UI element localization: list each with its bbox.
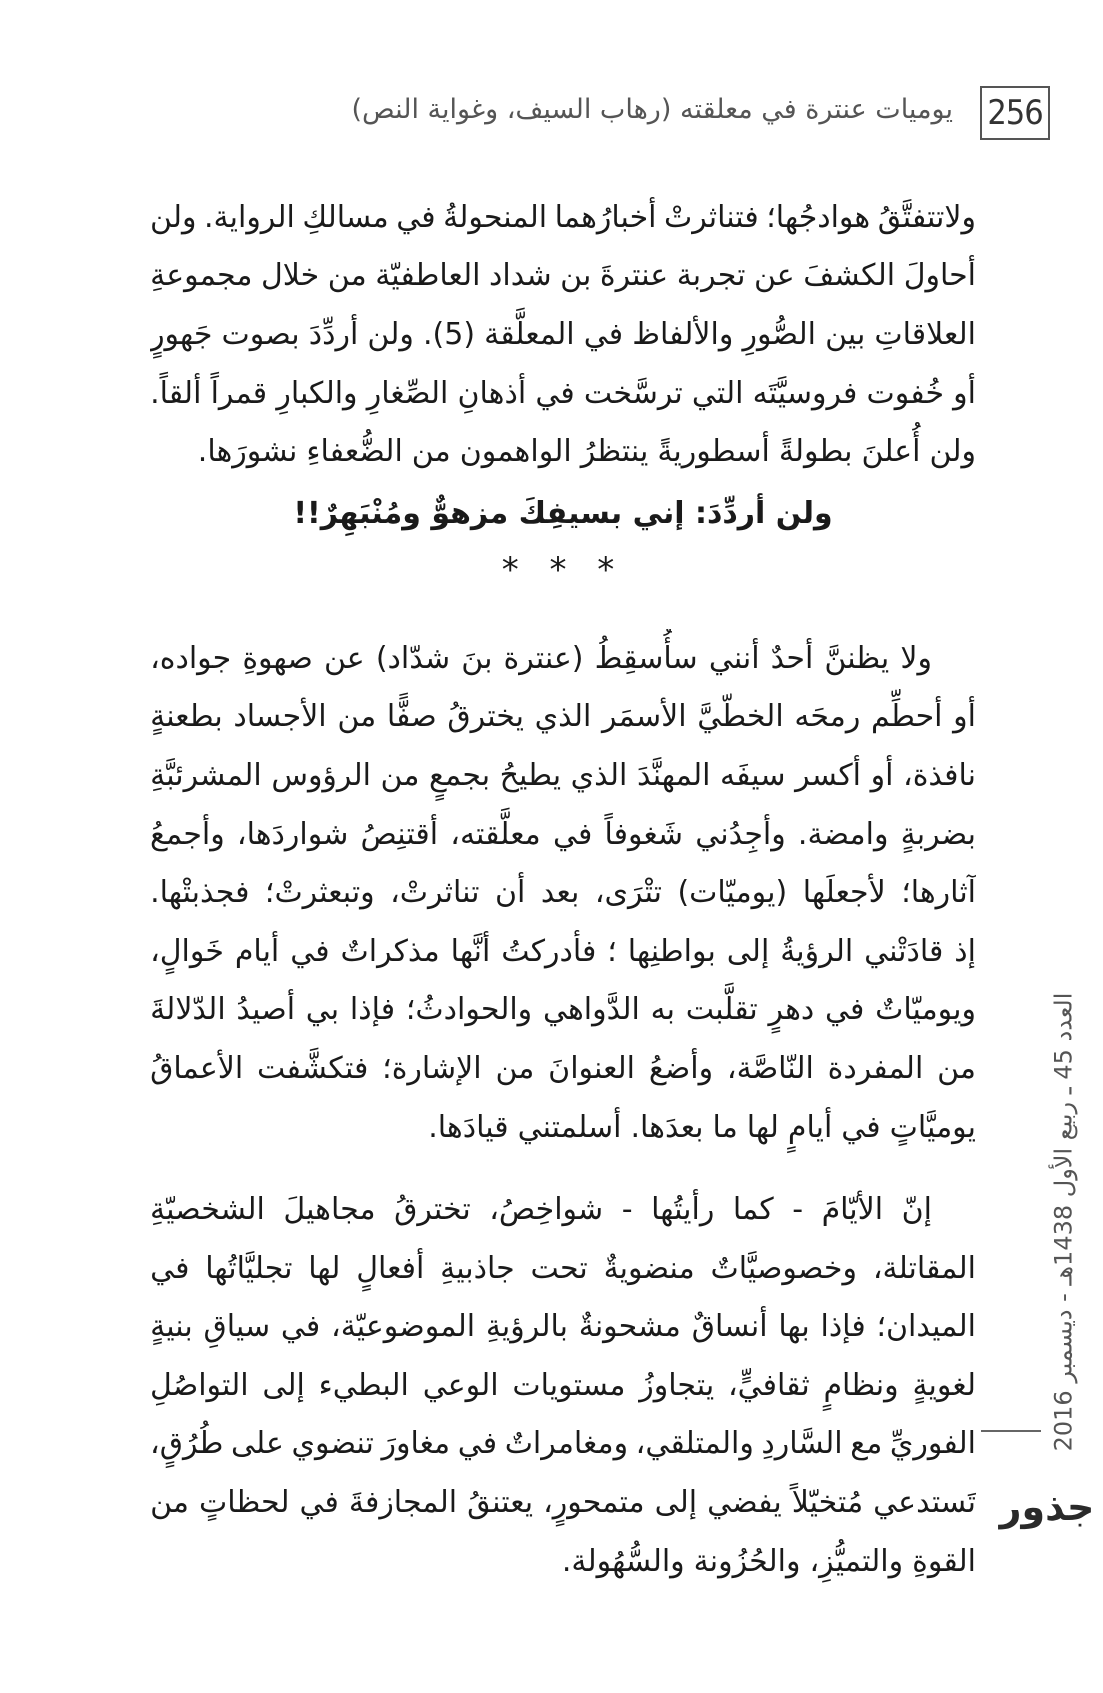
word: يخترقُ — [447, 699, 524, 735]
word: يوميَّاتٍ — [889, 1109, 976, 1145]
word: منضويةٌ — [603, 1250, 695, 1286]
word: تجليَّاتُها — [205, 1250, 293, 1286]
word: فجذبتْها. — [150, 875, 250, 911]
word: في — [290, 933, 330, 969]
word: من — [411, 434, 451, 470]
word: يظننَّ — [824, 640, 890, 676]
text-line — [150, 688, 976, 747]
text-line — [150, 364, 976, 423]
word: جاذبيةِ — [440, 1250, 515, 1286]
word: آثارها؛ — [901, 875, 976, 911]
text-line — [150, 1298, 976, 1357]
text-line — [150, 981, 976, 1040]
word: ولن — [929, 434, 976, 470]
word: إلى — [726, 933, 770, 969]
word: المشرئبَّةِ — [150, 757, 262, 793]
issue-footer-text: العدد 45 ـ ربيع الأول 1438هـ - ديسمبر 2016 — [1049, 992, 1077, 1452]
page-number-text: 256 — [987, 93, 1043, 133]
word: به — [650, 992, 676, 1028]
word: والألفاظ — [632, 316, 734, 352]
journal-logo: جذور — [999, 1485, 1095, 1529]
word: من — [327, 258, 367, 294]
word: ونظامٍ — [823, 1367, 899, 1403]
word: أنساقٌ — [691, 1309, 768, 1345]
text-line — [150, 805, 976, 864]
word: من — [937, 1050, 976, 1086]
word: الرواية. — [204, 199, 295, 235]
word: أسلمتني — [517, 1109, 622, 1145]
word: طُرُقٍ، — [150, 1426, 224, 1462]
word: في — [396, 199, 436, 235]
word: من — [380, 757, 420, 793]
word: أذهانِ — [457, 375, 527, 411]
text-line — [150, 247, 976, 306]
word: مع — [850, 1426, 883, 1462]
text-line — [150, 1473, 976, 1532]
word: السَّاردِ — [761, 1426, 843, 1462]
text-line — [150, 422, 976, 481]
word: ومغامراتٌ — [504, 1426, 629, 1462]
word: يطيحُ — [499, 757, 562, 793]
word: وتبعثرتْ؛ — [264, 875, 375, 911]
word: ولن — [367, 316, 414, 352]
word: البطيء — [318, 1367, 409, 1403]
word: الشخصيّةِ — [150, 1192, 265, 1228]
word: يعتنقُ — [467, 1485, 534, 1521]
word: خلال — [260, 258, 320, 294]
section-separator: * * * — [501, 549, 625, 590]
word: ولن — [150, 199, 197, 235]
word: مجموعةِ — [150, 258, 253, 294]
word: - — [792, 1192, 804, 1228]
word: أُعلنَ — [861, 434, 921, 470]
running-header: يوميات عنترة في معلقته (رهاب السيف، وغواية النص) — [351, 94, 953, 125]
word: ترسَّخت — [583, 375, 683, 411]
word: قادَتْني — [864, 933, 944, 969]
word: المقاتلة، — [872, 1250, 976, 1286]
word: شداد — [489, 258, 552, 294]
word: نافذة، — [903, 757, 976, 793]
word: بعد — [540, 875, 580, 911]
word: ولا — [900, 640, 932, 676]
word: أردِّدَ — [308, 316, 359, 352]
word: لأجعلَها — [802, 875, 886, 911]
word: في — [299, 1485, 339, 1521]
word: نشورَها. — [197, 434, 298, 470]
word: قيادَها. — [428, 1109, 509, 1145]
word: فإذا — [349, 992, 396, 1028]
word: الأيّامَ — [821, 1192, 884, 1228]
word: شدّاد) — [375, 640, 451, 676]
word: تَستدعي — [873, 1485, 976, 1521]
word: الضُّعفاءِ — [306, 434, 403, 470]
word: ينتظرُ — [580, 434, 649, 470]
word: العنوانَ — [548, 1050, 636, 1086]
word: المجازفةَ — [348, 1485, 458, 1521]
word: عنترةَ — [599, 258, 669, 294]
word: الموضوعيّة، — [331, 1309, 476, 1345]
word: وأجِدُني — [695, 816, 786, 852]
page-number — [980, 86, 1050, 140]
word: ؛ — [607, 933, 617, 969]
word: تحت — [530, 1250, 588, 1286]
word: ما — [712, 1109, 738, 1145]
word: الأسمَر — [602, 699, 687, 735]
word: ثقافيٍّ، — [727, 1367, 810, 1403]
word: والحوادثُ؛ — [405, 992, 533, 1028]
word: والمتلقي، — [635, 1426, 754, 1462]
word: الأعماقُ — [150, 1050, 244, 1086]
text-line — [150, 305, 976, 364]
word: صهوةِ — [242, 640, 313, 676]
word: شواخِصُ، — [489, 1192, 604, 1228]
word: بضربةٍ — [900, 816, 976, 852]
word: تقلَّبت — [685, 992, 758, 1028]
word: أخبارُهما — [554, 199, 657, 235]
word: والحُزُونة — [693, 1543, 801, 1579]
word: إذ — [954, 933, 976, 969]
word: بين — [825, 316, 866, 352]
word: يتجاوزُ — [639, 1367, 715, 1403]
word: لحظاتٍ — [199, 1485, 290, 1521]
word: الصُّورِ — [742, 316, 816, 352]
word: وامضة. — [797, 816, 889, 852]
word: من — [150, 1485, 189, 1521]
word: معلَّقته، — [450, 816, 541, 852]
word: الذي — [570, 757, 628, 793]
paragraph-3 — [150, 1180, 976, 1590]
word: لغويةٍ — [912, 1367, 976, 1403]
text-line — [150, 1239, 976, 1298]
word: الأجساد — [233, 699, 327, 735]
word: في — [535, 375, 575, 411]
word: بجمعٍ — [429, 757, 491, 793]
word: من — [495, 1050, 535, 1086]
word: - — [621, 1192, 633, 1228]
word: أصيدُ — [236, 992, 296, 1028]
word: والكبارِ — [276, 375, 358, 411]
word: سيفَه — [720, 757, 786, 793]
word: إلى — [654, 1485, 698, 1521]
word: تجربة — [676, 258, 746, 294]
word: خُفوت — [866, 375, 944, 411]
text-line — [150, 629, 976, 688]
word: الرؤوس — [271, 757, 371, 793]
word: جَهورٍ — [150, 316, 213, 352]
word: مسالكِ — [302, 199, 389, 235]
word: أسطوريةً — [657, 434, 770, 470]
word: أقتنِصُ — [360, 816, 439, 852]
word: تناثرتْ، — [390, 875, 480, 911]
word: المفردة — [827, 1050, 924, 1086]
word: ولاتتفتَّقُ — [877, 199, 976, 235]
word: أن — [494, 875, 526, 911]
word: بصوت — [221, 316, 300, 352]
word: لها — [746, 1109, 779, 1145]
word: (يوميّات) — [677, 875, 788, 911]
word: القوةِ — [912, 1543, 976, 1579]
paragraph-gap — [150, 1156, 976, 1180]
word: وأجمعُ — [150, 816, 225, 852]
word: الوعي — [422, 1367, 499, 1403]
word: بالرؤيةِ — [485, 1309, 568, 1345]
word: بطولةً — [778, 434, 853, 470]
word: سياقِ — [203, 1309, 271, 1345]
word: فتكشَّفت — [256, 1050, 369, 1086]
word: أحدٌ — [770, 640, 814, 676]
paragraph-2 — [150, 629, 976, 1156]
word: بنَ — [461, 640, 493, 676]
word: في — [552, 816, 593, 852]
word: كما — [732, 1192, 774, 1228]
word: الفوريِّ — [889, 1426, 976, 1462]
word: مجاهيلَ — [283, 1192, 376, 1228]
word: وخصوصيَّاتٌ — [710, 1250, 857, 1286]
word: دهرٍ — [768, 992, 815, 1028]
word: المهنَّدَ — [636, 757, 711, 793]
word: في — [825, 992, 865, 1028]
text-line — [150, 1415, 976, 1474]
word: إلى — [262, 1367, 305, 1403]
word: أو — [953, 375, 976, 411]
word: بها — [778, 1309, 810, 1345]
word: خَوالٍ، — [150, 933, 224, 969]
word: يفضي — [707, 1485, 782, 1521]
text-line — [150, 1180, 976, 1239]
paragraph-1 — [150, 188, 976, 481]
word: التواصُلِ — [150, 1367, 249, 1403]
word: فتناثرتْ — [663, 199, 759, 235]
word: أحطِّم — [871, 699, 943, 735]
word: الميدان؛ — [876, 1309, 976, 1345]
word: الرؤيةُ — [780, 933, 854, 969]
word: الدَّواهي — [542, 992, 640, 1028]
word: الواهمون — [459, 434, 572, 470]
word: سأُسقِطُ — [594, 640, 698, 676]
word: لها — [308, 1250, 341, 1286]
word: العلاقاتِ — [874, 316, 976, 352]
footer-divider — [981, 1430, 1041, 1432]
word: عن — [323, 640, 365, 676]
word: بنيةٍ — [150, 1309, 193, 1345]
text-line — [150, 188, 976, 247]
word: بواطنِها — [627, 933, 716, 969]
word: أيامٍ — [787, 1109, 833, 1145]
word: العاطفيّة — [375, 258, 481, 294]
word: وأضعُ — [648, 1050, 714, 1086]
word: فروسيَّتَه — [752, 375, 858, 411]
text-line — [150, 746, 976, 805]
issue-footer — [1033, 992, 1093, 1452]
word: متمحورٍ، — [543, 1485, 645, 1521]
word: فأدركتُ — [501, 933, 597, 969]
text-line — [150, 863, 976, 922]
word: فإذا — [820, 1309, 866, 1345]
word: رمحَه — [794, 699, 861, 735]
word: المنحولةُ — [443, 199, 548, 235]
word: تنضوي — [291, 1426, 374, 1462]
word: جواده، — [150, 640, 232, 676]
word: الدّلالةَ — [150, 992, 226, 1028]
word: مذكراتٌ — [340, 933, 440, 969]
word: مغاورَ — [381, 1426, 451, 1462]
word: التي — [691, 375, 744, 411]
article-body — [150, 188, 976, 1590]
word: في — [841, 1109, 881, 1145]
word: قمراً — [210, 375, 268, 411]
text-line — [150, 1039, 976, 1098]
highlight-line: ولن أردِّدَ: إني بسيفِكَ مزهوٌّ ومُنْبَهِرٌ!! — [293, 495, 833, 531]
word: تخترقُ — [394, 1192, 471, 1228]
word: أحاولَ — [903, 258, 976, 294]
word: النّاصَّة، — [726, 1050, 814, 1086]
word: (5). — [422, 316, 476, 352]
word: بي — [305, 992, 340, 1028]
word: في — [150, 1250, 190, 1286]
word: الصِّغارِ — [366, 375, 449, 411]
word: بن — [560, 258, 592, 294]
word: في — [583, 316, 624, 352]
word: والسُّهُولة. — [561, 1543, 685, 1579]
word: صفًّا — [386, 699, 437, 735]
word: أنني — [708, 640, 760, 676]
word: من — [337, 699, 377, 735]
text-line — [150, 1356, 976, 1415]
word: أكسر — [795, 757, 861, 793]
text-line — [150, 1532, 976, 1591]
word: شواردَها، — [236, 816, 349, 852]
word: عن — [753, 258, 795, 294]
word: في — [457, 1426, 498, 1462]
word: ويوميّاتٌ — [875, 992, 976, 1028]
word: أفعالٍ — [356, 1250, 425, 1286]
word: (عنترة — [503, 640, 584, 676]
word: أيام — [234, 933, 280, 969]
text-line — [150, 1098, 976, 1157]
word: شَغوفاً — [604, 816, 684, 852]
word: والتميُّزِ، — [809, 1543, 904, 1579]
word: المعلَّقة — [484, 316, 575, 352]
word: بعدَها. — [630, 1109, 704, 1145]
word: مشحونةٌ — [578, 1309, 681, 1345]
word: على — [231, 1426, 284, 1462]
word: الكشفَ — [803, 258, 896, 294]
word: بطعنةٍ — [150, 699, 223, 735]
word: الذي — [534, 699, 592, 735]
word: في — [280, 1309, 321, 1345]
word: أو — [953, 699, 976, 735]
word: إنّ — [901, 1192, 932, 1228]
word: هوادجُها؛ — [766, 199, 871, 235]
word: أو — [870, 757, 894, 793]
word: رأيتُها — [651, 1192, 715, 1228]
word: تتْرَى، — [594, 875, 662, 911]
word: الخطّيَّ — [697, 699, 784, 735]
word: ألقاً. — [150, 375, 202, 411]
word: مُتخيّلاً — [791, 1485, 864, 1521]
text-line — [150, 922, 976, 981]
word: الإشارة؛ — [382, 1050, 482, 1086]
word: أنَّها — [450, 933, 491, 969]
word: مستويات — [512, 1367, 626, 1403]
